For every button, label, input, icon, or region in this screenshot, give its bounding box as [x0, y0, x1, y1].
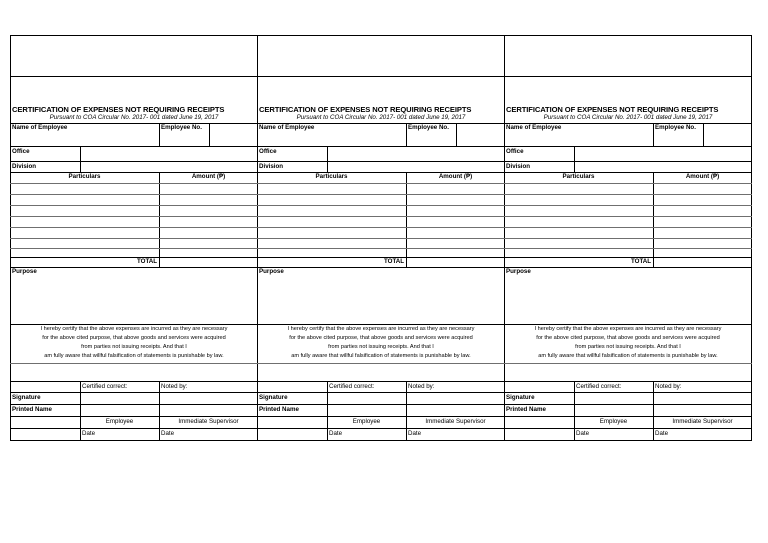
noted-by-label: Noted by: — [408, 383, 435, 390]
supervisor-role-label: Immediate Supervisor — [178, 418, 239, 425]
name-of-employee-label: Name of Employee — [12, 124, 68, 131]
certified-correct-label: Certified correct: — [82, 383, 128, 390]
certified-correct-label: Certified correct: — [329, 383, 375, 390]
form-subtitle: Pursuant to COA Circular No. 2017- 001 dated June 19, 2017 — [49, 114, 219, 121]
form-title: CERTIFICATION OF EXPENSES NOT REQUIRING RECEIPTS — [12, 105, 225, 114]
supervisor-printed-name-field[interactable] — [408, 405, 503, 415]
office-field[interactable] — [329, 147, 503, 160]
supervisor-signature-field[interactable] — [408, 393, 503, 403]
header-blank-area — [505, 36, 751, 76]
form-subtitle: Pursuant to COA Circular No. 2017- 001 dated June 19, 2017 — [543, 114, 713, 121]
total-amount-field[interactable] — [408, 258, 503, 266]
cert-line: from parties not issuing receipts. And that I — [575, 343, 681, 350]
purpose-label: Purpose — [12, 268, 37, 275]
name-of-employee-label: Name of Employee — [506, 124, 562, 131]
division-field[interactable] — [329, 162, 503, 171]
certification-form-2 — [257, 35, 505, 441]
cert-line: for the above cited purpose, that above goods and services were acquired — [536, 334, 720, 341]
employee-no-field[interactable] — [458, 124, 503, 145]
purpose-field[interactable] — [506, 277, 750, 323]
total-label: TOTAL — [384, 258, 405, 265]
employee-no-label: Employee No. — [655, 124, 696, 131]
amount-header: Amount (₱) — [191, 173, 226, 180]
cert-line: I hereby certify that the above expenses are incurred as they are necessary — [287, 326, 475, 332]
supervisor-role-label: Immediate Supervisor — [425, 418, 486, 425]
total-amount-field[interactable] — [655, 258, 750, 266]
employee-date-label: Date — [329, 430, 343, 437]
employee-role-label: Employee — [599, 418, 628, 425]
cert-line: I hereby certify that the above expenses are incurred as they are necessary — [534, 326, 722, 332]
supervisor-role-label: Immediate Supervisor — [672, 418, 733, 425]
certification-form-1 — [10, 35, 258, 441]
employee-role-label: Employee — [352, 418, 381, 425]
printed-name-label: Printed Name — [506, 406, 546, 413]
office-label: Office — [12, 148, 30, 155]
employee-role-label: Employee — [105, 418, 134, 425]
employee-printed-name-field[interactable] — [329, 405, 405, 415]
cert-line: for the above cited purpose, that above goods and services were acquired — [289, 334, 473, 341]
supervisor-date-label: Date — [408, 430, 422, 437]
total-label: TOTAL — [137, 258, 158, 265]
division-label: Division — [259, 163, 284, 170]
signature-label: Signature — [506, 394, 535, 401]
supervisor-printed-name-field[interactable] — [161, 405, 256, 415]
employee-name-field[interactable] — [506, 132, 651, 145]
employee-name-field[interactable] — [259, 132, 404, 145]
employee-name-field[interactable] — [12, 132, 157, 145]
office-field[interactable] — [576, 147, 750, 160]
amount-header: Amount (₱) — [438, 173, 473, 180]
supervisor-signature-field[interactable] — [655, 393, 750, 403]
employee-printed-name-field[interactable] — [82, 405, 158, 415]
employee-no-label: Employee No. — [161, 124, 202, 131]
division-label: Division — [506, 163, 531, 170]
particulars-header: Particulars — [562, 173, 595, 180]
form-title: CERTIFICATION OF EXPENSES NOT REQUIRING RECEIPTS — [506, 105, 719, 114]
supervisor-date-label: Date — [161, 430, 175, 437]
employee-no-field[interactable] — [705, 124, 750, 145]
printed-name-label: Printed Name — [12, 406, 52, 413]
cert-line: for the above cited purpose, that above goods and services were acquired — [42, 334, 226, 341]
purpose-label: Purpose — [506, 268, 531, 275]
noted-by-label: Noted by: — [161, 383, 188, 390]
cert-line: from parties not issuing receipts. And that I — [328, 343, 434, 350]
certification-statement — [504, 325, 752, 361]
signature-label: Signature — [12, 394, 41, 401]
header-blank-area — [11, 36, 257, 76]
office-label: Office — [506, 148, 524, 155]
employee-signature-field[interactable] — [576, 393, 652, 403]
office-label: Office — [259, 148, 277, 155]
employee-date-label: Date — [82, 430, 96, 437]
cert-line: I hereby certify that the above expenses are incurred as they are necessary — [40, 326, 228, 332]
certified-correct-label: Certified correct: — [576, 383, 622, 390]
employee-printed-name-field[interactable] — [576, 405, 652, 415]
purpose-label: Purpose — [259, 268, 284, 275]
particulars-header: Particulars — [315, 173, 348, 180]
certification-form-3 — [504, 35, 752, 441]
cert-line: am fully aware that willful falsification of statements is punishable by law. — [538, 352, 718, 359]
signature-label: Signature — [259, 394, 288, 401]
employee-signature-field[interactable] — [329, 393, 405, 403]
purpose-field[interactable] — [259, 277, 503, 323]
cert-line: from parties not issuing receipts. And that I — [81, 343, 187, 350]
printed-name-label: Printed Name — [259, 406, 299, 413]
cert-line: am fully aware that willful falsification of statements is punishable by law. — [44, 352, 224, 359]
employee-signature-field[interactable] — [82, 393, 158, 403]
form-subtitle: Pursuant to COA Circular No. 2017- 001 dated June 19, 2017 — [296, 114, 466, 121]
employee-no-field[interactable] — [211, 124, 256, 145]
form-title: CERTIFICATION OF EXPENSES NOT REQUIRING RECEIPTS — [259, 105, 472, 114]
noted-by-label: Noted by: — [655, 383, 682, 390]
division-label: Division — [12, 163, 37, 170]
supervisor-date-label: Date — [655, 430, 669, 437]
certification-statement — [257, 325, 505, 361]
employee-no-label: Employee No. — [408, 124, 449, 131]
supervisor-printed-name-field[interactable] — [655, 405, 750, 415]
particulars-header: Particulars — [68, 173, 101, 180]
certification-statement — [10, 325, 258, 361]
amount-header: Amount (₱) — [685, 173, 720, 180]
cert-line: am fully aware that willful falsification of statements is punishable by law. — [291, 352, 471, 359]
header-blank-area — [258, 36, 504, 76]
division-field[interactable] — [82, 162, 256, 171]
employee-date-label: Date — [576, 430, 590, 437]
division-field[interactable] — [576, 162, 750, 171]
total-amount-field[interactable] — [161, 258, 256, 266]
office-field[interactable] — [82, 147, 256, 160]
total-label: TOTAL — [631, 258, 652, 265]
purpose-field[interactable] — [12, 277, 256, 323]
supervisor-signature-field[interactable] — [161, 393, 256, 403]
name-of-employee-label: Name of Employee — [259, 124, 315, 131]
